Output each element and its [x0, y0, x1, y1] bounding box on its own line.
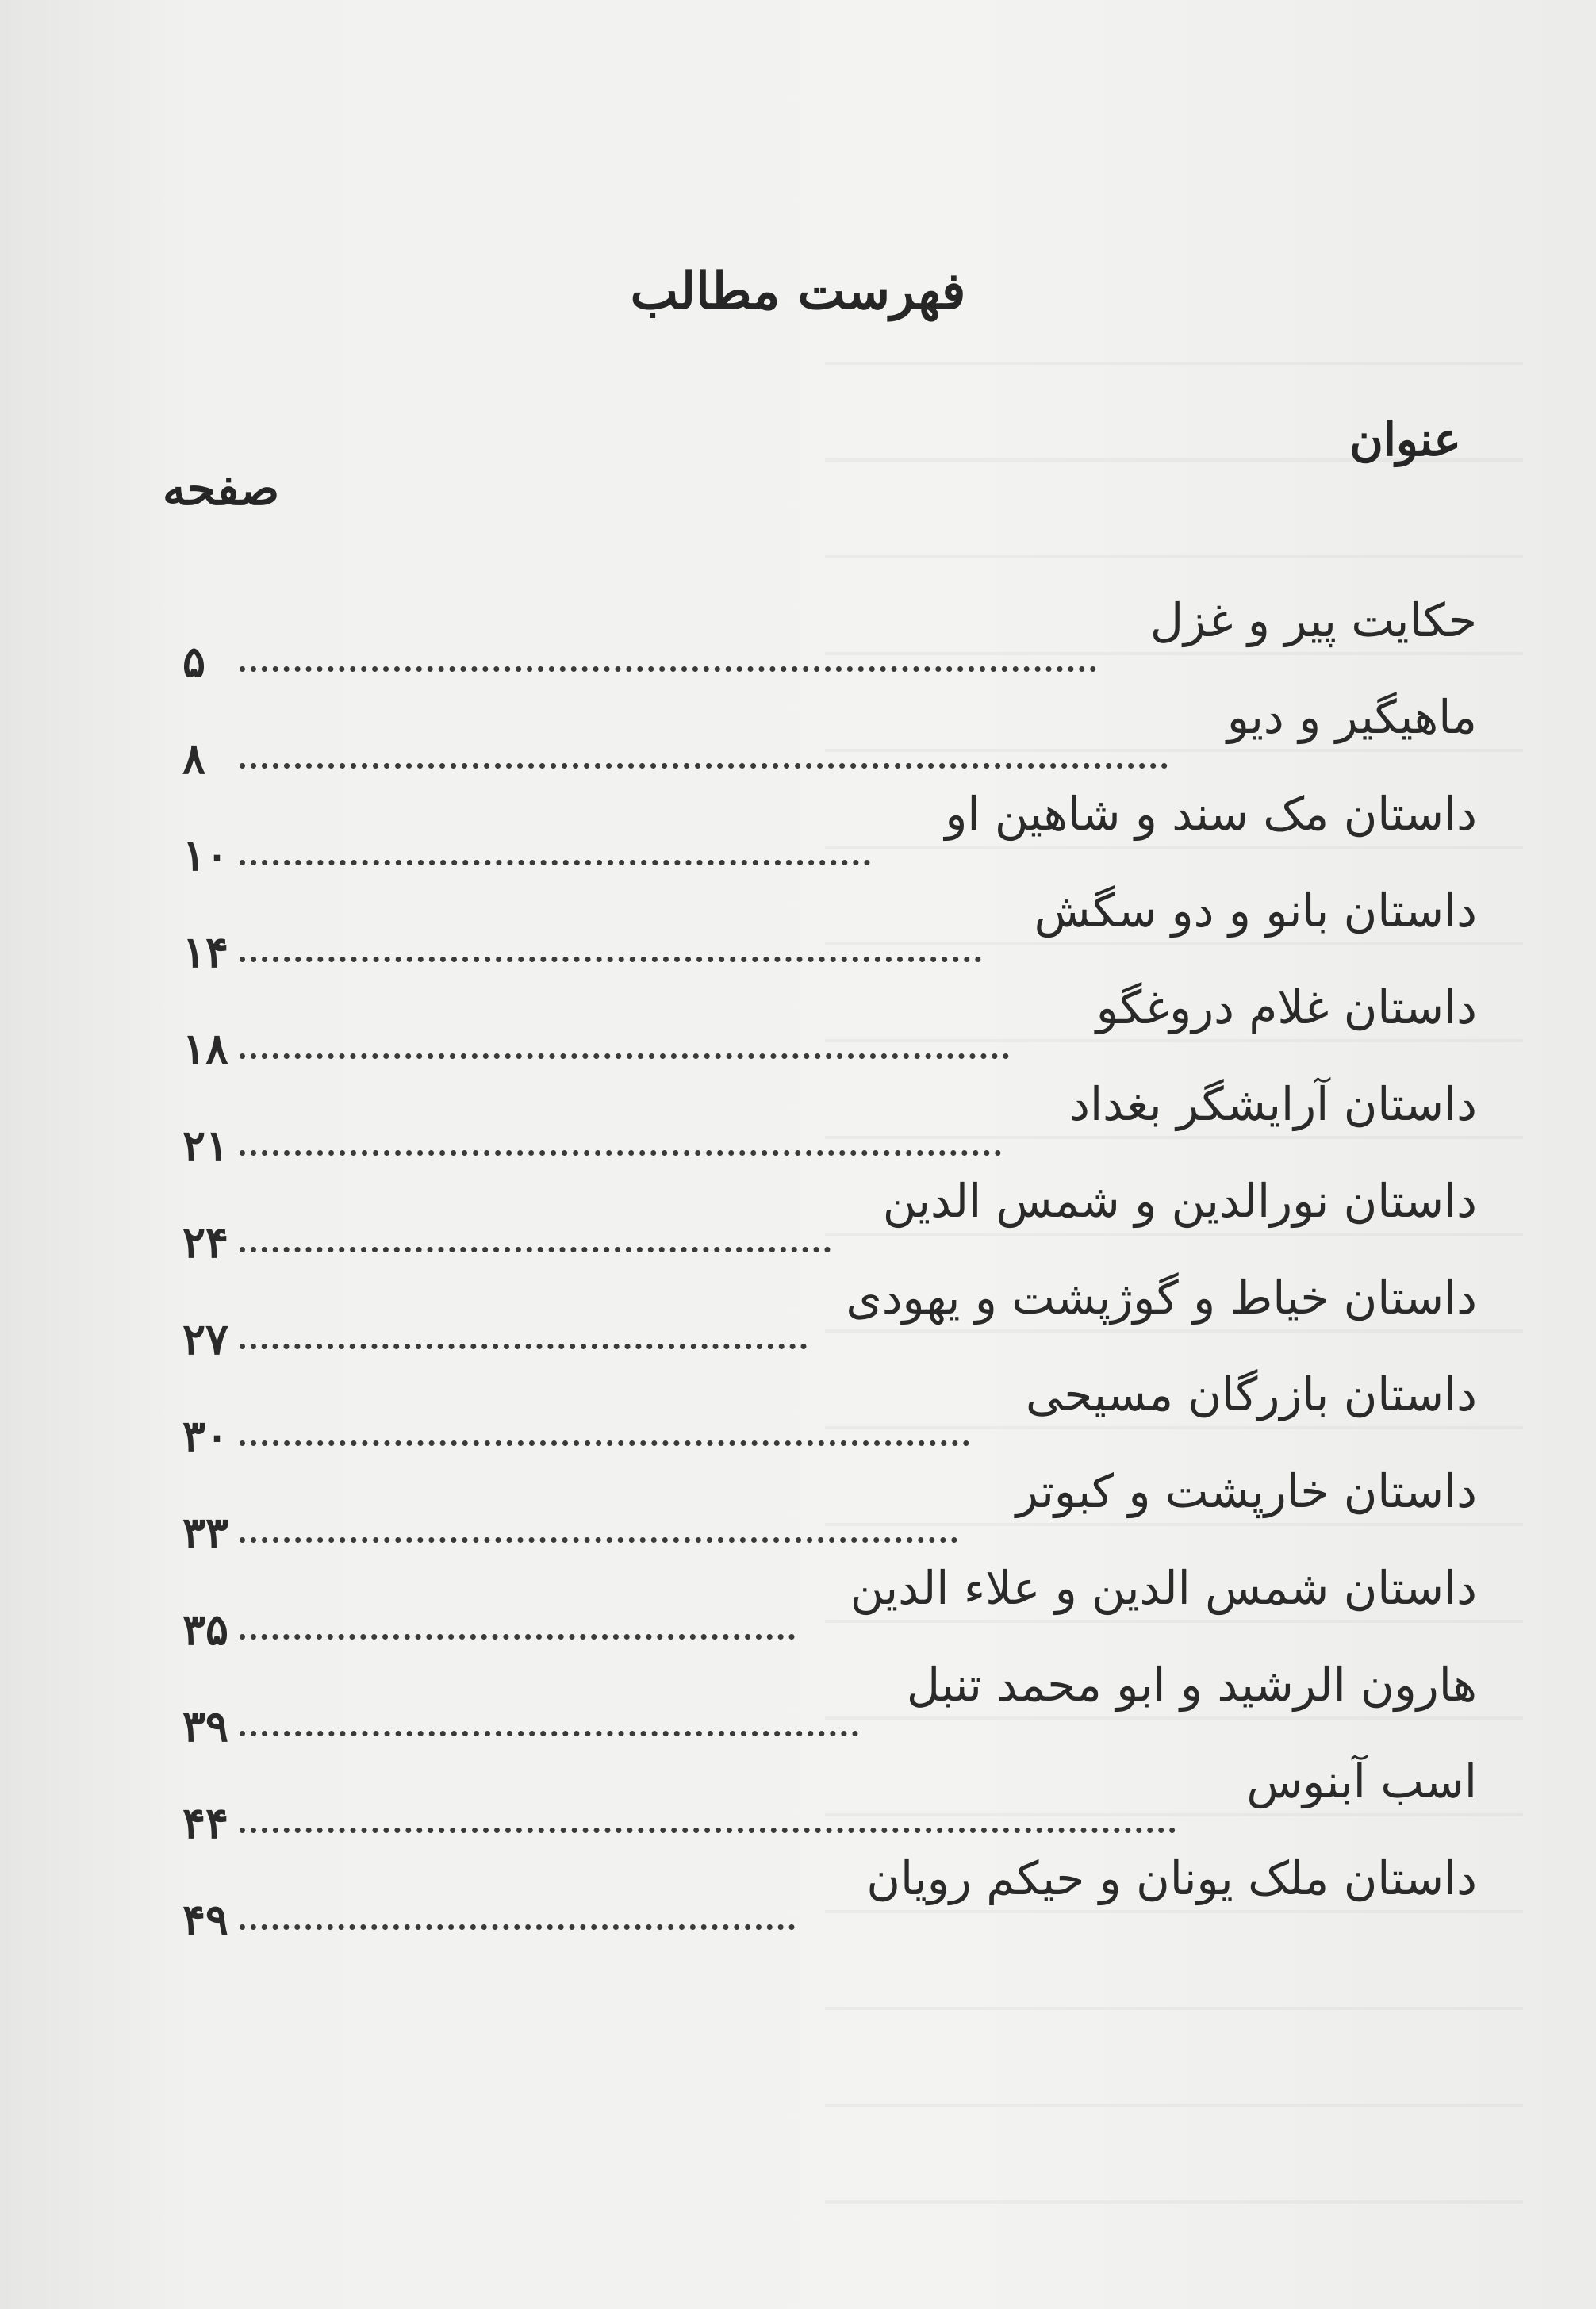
toc-entry [182, 690, 1477, 787]
dot-leader [240, 1723, 858, 1736]
dot-leader [240, 1626, 795, 1640]
dot-leader [240, 1916, 795, 1930]
toc-entry-page: ۳۵ [182, 1604, 229, 1655]
toc-entry-page: ۱۰ [182, 830, 229, 880]
toc-entry-page: ۳۹ [182, 1701, 229, 1751]
toc-entry-page: ۴۴ [182, 1797, 229, 1848]
toc-entry-title: هارون الرشید و ابو محمد تنبل [906, 1658, 1477, 1712]
column-header-topic: عنوان [1349, 412, 1461, 466]
toc-entry-title: داستان غلام دروغگو [1095, 980, 1477, 1034]
toc-entry-page: ۴۹ [182, 1894, 229, 1945]
column-header-page: صفحه [163, 462, 280, 516]
dot-leader [240, 1239, 831, 1252]
toc-entry [182, 1077, 1477, 1174]
toc-entry-title: حکایت پیر و غزل [1149, 593, 1477, 647]
dot-leader [240, 852, 870, 865]
dot-leader [240, 1045, 1009, 1059]
toc-entry [182, 884, 1477, 980]
toc-entry-title: ماهیگیر و دیو [1226, 690, 1477, 744]
toc-entry [182, 1464, 1477, 1561]
toc-entry-title: داستان خارپشت و کبوتر [1015, 1464, 1477, 1518]
toc-entry-title: داستان ملک یونان و حیکم رویان [866, 1851, 1477, 1905]
toc-entry-title: اسب آبنوس [1246, 1755, 1477, 1808]
toc-entry-title: داستان نورالدین و شمس الدین [882, 1174, 1477, 1228]
dot-leader [240, 949, 981, 962]
page-title: فهرست مطالب [630, 262, 966, 321]
toc-entry [182, 1658, 1477, 1755]
dot-leader [240, 1142, 1001, 1156]
toc-entry-page: ۸ [182, 733, 206, 784]
toc-entry [182, 1755, 1477, 1851]
dot-leader [240, 755, 1168, 769]
dot-leader [240, 1820, 1176, 1833]
toc-entry [182, 787, 1477, 884]
toc-entry [182, 1367, 1477, 1464]
toc-entry-title: داستان آرایشگر بغداد [1069, 1077, 1477, 1131]
toc-entry-title: داستان شمس الدین و علاء الدین [850, 1561, 1477, 1615]
toc-entry-title: داستان بازرگان مسیحی [1026, 1367, 1477, 1421]
toc-entry-page: ۳۰ [182, 1410, 229, 1461]
toc-entry [182, 1851, 1477, 1948]
dot-leader [240, 1529, 957, 1543]
toc-entry [182, 593, 1477, 690]
toc-entry [182, 1271, 1477, 1367]
toc-entry [182, 980, 1477, 1077]
toc-entry [182, 1561, 1477, 1658]
toc-entry-page: ۱۸ [182, 1023, 229, 1074]
toc-entry-page: ۳۳ [182, 1507, 229, 1558]
toc-entry-title: داستان بانو و دو سگش [1034, 884, 1477, 938]
toc-entry [182, 1174, 1477, 1271]
dot-leader [240, 1336, 807, 1349]
toc-entry-page: ۲۷ [182, 1314, 229, 1364]
toc-entry-page: ۲۴ [182, 1217, 229, 1268]
dot-leader [240, 658, 1096, 672]
toc-entry-page: ۲۱ [182, 1120, 229, 1171]
toc-entry-title: داستان خیاط و گوژپشت و یهودی [846, 1271, 1477, 1325]
toc-entry-page: ۱۴ [182, 926, 229, 977]
toc-entry-page: ۵ [182, 636, 206, 687]
toc-entry-title: داستان مک سند و شاهین او [945, 787, 1477, 841]
dot-leader [240, 1433, 969, 1446]
